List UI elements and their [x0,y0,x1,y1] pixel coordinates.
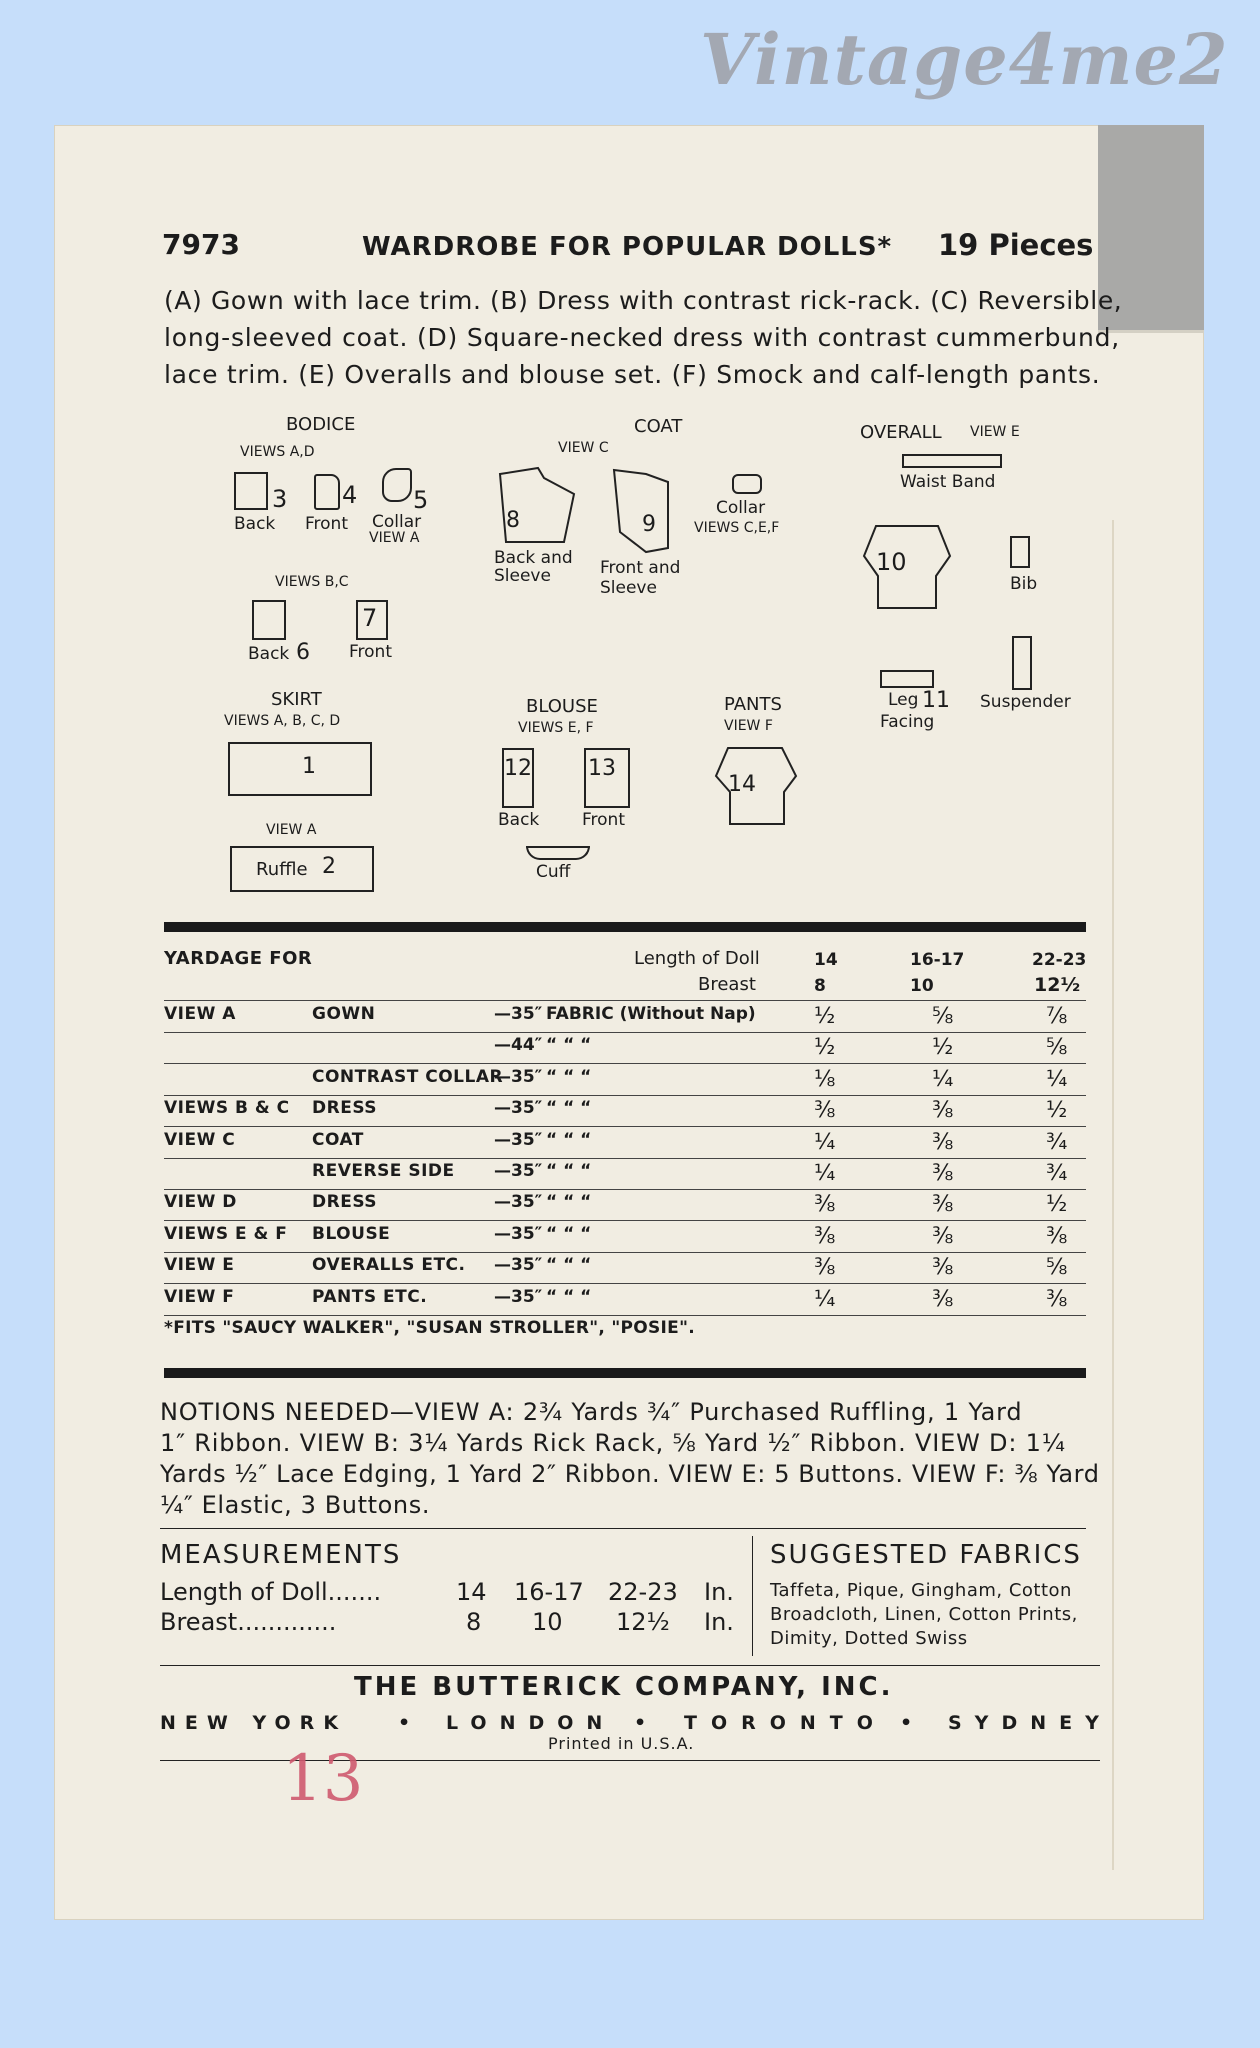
breast-header: Breast [698,974,756,995]
yardage-qty-22-23: ⅝ [1046,1255,1068,1280]
yardage-qty-14: ¼ [814,1161,836,1186]
yardage-fabric: “ “ “ [546,1035,592,1055]
size-22-23: 22-23 [1032,950,1087,970]
yardage-qty-16-17: ⅜ [932,1130,954,1155]
yardage-fabric: “ “ “ [546,1161,592,1181]
yardage-qty-14: ⅜ [814,1098,836,1123]
fabrics-line-1: Taffeta, Pique, Gingham, Cotton [770,1580,1072,1601]
yardage-width: —35″ [494,1067,543,1087]
overall-title: OVERALL [860,422,942,443]
ruffle-view: VIEW A [266,822,317,838]
piece-12: 12 [504,756,532,781]
piece-10: 10 [876,548,907,576]
bodice-collar-view: VIEW A [369,530,420,546]
yardage-qty-22-23: ⅜ [1046,1224,1068,1249]
bodice-title: BODICE [286,414,356,435]
yardage-title: YARDAGE FOR [164,948,313,969]
coat-view: VIEW C [558,440,609,456]
yardage-view: VIEW E [164,1255,235,1275]
bib-label: Bib [1010,574,1038,594]
blouse-back-label: Back [498,810,540,830]
city-toronto: TORONTO [684,1712,887,1734]
pants-view: VIEW F [724,718,773,734]
cuff-piece [526,846,590,860]
coat-collar-label: Collar [716,498,766,518]
yardage-qty-22-23: ⅝ [1046,1035,1068,1060]
piece-4: 4 [342,481,358,509]
yardage-qty-14: ⅜ [814,1255,836,1280]
city-new-york: NEW YORK [160,1712,348,1734]
description-line-1: (A) Gown with lace trim. (B) Dress with contrast rick-rack. (C) Reversible, [164,286,1123,315]
piece-11: 11 [922,688,950,713]
piece-7: 7 [362,604,378,632]
yardage-footnote: *FITS "SAUCY WALKER", "SUSAN STROLLER", "POSIE". [164,1318,696,1338]
yardage-qty-16-17: ⅜ [932,1161,954,1186]
yardage-qty-14: ⅜ [814,1224,836,1249]
piece-6: 6 [296,640,310,665]
description-line-2: long-sleeved coat. (D) Square-necked dress with contrast cummerbund, [164,323,1120,352]
piece-8: 8 [506,508,520,533]
yardage-fabric: “ “ “ [546,1192,592,1212]
notions-line-1: NOTIONS NEEDED—VIEW A: 2¾ Yards ¾″ Purchased Ruffling, 1 Yard [160,1398,1023,1426]
notions-line-2: 1″ Ribbon. VIEW B: 3¼ Yards Rick Rack, ⅝ Yard ½″ Ribbon. VIEW D: 1¼ [160,1429,1066,1457]
coat-pieces-drawing [496,460,696,560]
yardage-width: —35″ [494,1130,543,1150]
yardage-qty-22-23: ⅜ [1046,1287,1068,1312]
yardage-row-rule [164,1032,1086,1033]
yardage-fabric: “ “ “ [546,1255,592,1275]
footer-top-rule [160,1665,1100,1666]
description-line-3: lace trim. (E) Overalls and blouse set. (F) Smock and calf-length pants. [164,360,1101,389]
yardage-width: —35″ [494,1161,543,1181]
cuff-label: Cuff [536,862,571,882]
yardage-fabric: “ “ “ [546,1098,592,1118]
piece-9: 9 [642,512,656,537]
leg-facing-piece [880,670,934,688]
yardage-item: OVERALLS ETC. [312,1255,466,1275]
yardage-qty-16-17: ⅜ [932,1255,954,1280]
yardage-view: VIEW F [164,1287,235,1307]
piece-2: 2 [322,854,336,879]
yardage-row-rule [164,1189,1086,1190]
measure-length-unit: In. [704,1578,734,1606]
yardage-qty-14: ¼ [814,1130,836,1155]
measure-length-14: 14 [456,1578,487,1606]
piece-14: 14 [728,772,756,797]
yardage-row-rule [164,1095,1086,1096]
notions-top-rule [164,1368,1086,1378]
measure-breast-10: 10 [532,1608,563,1636]
bodice-collar-piece [382,468,412,502]
piece-5: 5 [413,486,429,514]
length-of-doll-header: Length of Doll [634,948,760,969]
coat-back-and-label: Back and [494,548,573,568]
bodice-back-piece [234,472,268,510]
yardage-qty-22-23: ¾ [1046,1161,1068,1186]
yardage-view: VIEW D [164,1192,237,1212]
yardage-fabric: “ “ “ [546,1224,592,1244]
breast-10: 10 [910,976,934,996]
notions-line-3: Yards ½″ Lace Edging, 1 Yard 2″ Ribbon. VIEW E: 5 Buttons. VIEW F: ⅜ Yard [160,1460,1100,1488]
yardage-qty-16-17: ¼ [932,1067,954,1092]
overall-view: VIEW E [970,424,1020,440]
notions-bottom-rule [160,1528,1086,1529]
piece-1: 1 [302,754,316,779]
yardage-qty-22-23: ⅞ [1046,1004,1068,1029]
yardage-qty-16-17: ⅝ [932,1004,954,1029]
waist-band-label: Waist Band [900,472,996,492]
suspender-piece [1012,636,1032,690]
skirt-piece [228,742,372,796]
coat-sleeve-label-2: Sleeve [600,578,657,598]
leg-label: Leg [888,690,919,710]
yardage-qty-14: ½ [814,1035,836,1060]
piece-13: 13 [588,756,616,781]
blouse-title: BLOUSE [526,696,598,717]
blouse-front-label: Front [582,810,625,830]
yardage-row-rule [164,1283,1086,1284]
yardage-view: VIEWS E & F [164,1224,288,1244]
city-london: LONDON [446,1712,616,1734]
measure-breast-unit: In. [704,1608,734,1636]
yardage-row-rule [164,1220,1086,1221]
yardage-item: GOWN [312,1004,376,1024]
yardage-qty-16-17: ⅜ [932,1224,954,1249]
breast-12-half: 12½ [1034,974,1081,996]
pattern-title: WARDROBE FOR POPULAR DOLLS* [362,232,893,262]
yardage-fabric: “ “ “ [546,1067,592,1087]
yardage-view: VIEWS B & C [164,1098,290,1118]
coat-sleeve-label: Sleeve [494,566,551,586]
pants-piece-drawing [712,744,802,830]
yardage-qty-22-23: ¼ [1046,1067,1068,1092]
yardage-qty-16-17: ⅜ [932,1098,954,1123]
bodice-front-label: Front [305,514,348,534]
coat-collar-views: VIEWS C,E,F [694,520,780,536]
size-14: 14 [814,950,838,970]
yardage-item: PANTS ETC. [312,1287,428,1307]
fabrics-line-3: Dimity, Dotted Swiss [770,1628,968,1649]
yardage-header-rule [164,1000,1086,1001]
yardage-qty-16-17: ⅜ [932,1192,954,1217]
blouse-views: VIEWS E, F [518,720,594,736]
measure-breast-8: 8 [466,1608,482,1636]
yardage-row-rule [164,1315,1086,1316]
yardage-fabric: “ “ “ [546,1287,592,1307]
yardage-view: VIEW C [164,1130,236,1150]
yardage-row-rule [164,1158,1086,1159]
city-sydney: SYDNEY [948,1712,1112,1734]
bodice-views-ad: VIEWS A,D [240,444,315,460]
skirt-views: VIEWS A, B, C, D [224,713,341,729]
printed-in: Printed in U.S.A. [548,1734,695,1753]
fold-line [1112,520,1114,1870]
watermark: Vintage4me2 [700,18,1229,101]
measure-breast-label: Breast............. [160,1608,337,1636]
yardage-width: —44″ [494,1035,543,1055]
city-dot-3: • [900,1712,913,1734]
fabrics-title: SUGGESTED FABRICS [770,1540,1082,1570]
coat-front-and-label: Front and [600,558,681,578]
yardage-item: COAT [312,1130,364,1150]
measure-breast-12-half: 12½ [616,1608,670,1636]
bodice-back-piece-2 [252,600,286,640]
city-dot-2: • [634,1712,647,1734]
coat-title: COAT [634,416,683,437]
measure-length-label: Length of Doll....... [160,1578,382,1606]
measurements-title: MEASUREMENTS [160,1540,402,1570]
yardage-width: —35″ [494,1287,543,1307]
yardage-width: —35″ [494,1098,543,1118]
yardage-qty-14: ⅜ [814,1192,836,1217]
yardage-qty-16-17: ⅜ [932,1287,954,1312]
yardage-row-rule [164,1126,1086,1127]
yardage-qty-22-23: ¾ [1046,1130,1068,1155]
bodice-views-bc: VIEWS B,C [275,574,349,590]
bodice-front-label-2: Front [349,642,392,662]
yardage-qty-22-23: ½ [1046,1098,1068,1123]
bib-piece [1010,536,1030,568]
size-16-17: 16-17 [910,950,965,970]
yardage-width: —35″ [494,1255,543,1275]
measure-length-16-17: 16-17 [514,1578,584,1606]
piece-3: 3 [272,485,288,513]
yardage-row-rule [164,1252,1086,1253]
yardage-row-rule [164,1063,1086,1064]
yardage-item: BLOUSE [312,1224,391,1244]
yardage-qty-16-17: ½ [932,1035,954,1060]
yardage-qty-22-23: ½ [1046,1192,1068,1217]
measurements-divider [752,1536,753,1656]
yardage-qty-14: ½ [814,1004,836,1029]
breast-8: 8 [814,976,826,996]
waist-band-piece [902,454,1002,468]
yardage-width: —35″ [494,1004,543,1024]
bodice-back-label: Back [234,514,276,534]
yardage-qty-14: ⅛ [814,1067,836,1092]
yardage-item: CONTRAST COLLAR [312,1067,504,1087]
yardage-fabric: FABRIC (Without Nap) [546,1004,756,1024]
fabrics-line-2: Broadcloth, Linen, Cotton Prints, [770,1604,1078,1625]
measure-length-22-23: 22-23 [608,1578,678,1606]
bodice-back-label-2: Back [248,644,290,664]
bodice-collar-label: Collar [372,512,422,532]
pants-title: PANTS [724,694,782,715]
pieces-count: 19 Pieces [938,228,1094,262]
yardage-view: VIEW A [164,1004,236,1024]
bodice-front-piece [314,474,340,510]
coat-front-sleeve-piece [614,470,668,552]
coat-collar-piece [732,474,762,494]
yardage-width: —35″ [494,1192,543,1212]
yardage-item: REVERSE SIDE [312,1161,455,1181]
yardage-item: DRESS [312,1192,378,1212]
ruffle-label: Ruffle [256,859,308,880]
pattern-number: 7973 [162,228,240,261]
yardage-qty-14: ¼ [814,1287,836,1312]
yardage-top-rule [164,922,1086,932]
notions-line-4: ¼″ Elastic, 3 Buttons. [160,1491,431,1519]
facing-label: Facing [880,712,935,732]
yardage-fabric: “ “ “ [546,1130,592,1150]
yardage-item: DRESS [312,1098,378,1118]
company-name: THE BUTTERICK COMPANY, INC. [354,1672,894,1702]
yardage-width: —35″ [494,1224,543,1244]
skirt-title: SKIRT [271,689,322,710]
suspender-label: Suspender [980,692,1071,712]
stamped-number: 13 [282,1742,364,1816]
city-dot-1: • [398,1712,411,1734]
